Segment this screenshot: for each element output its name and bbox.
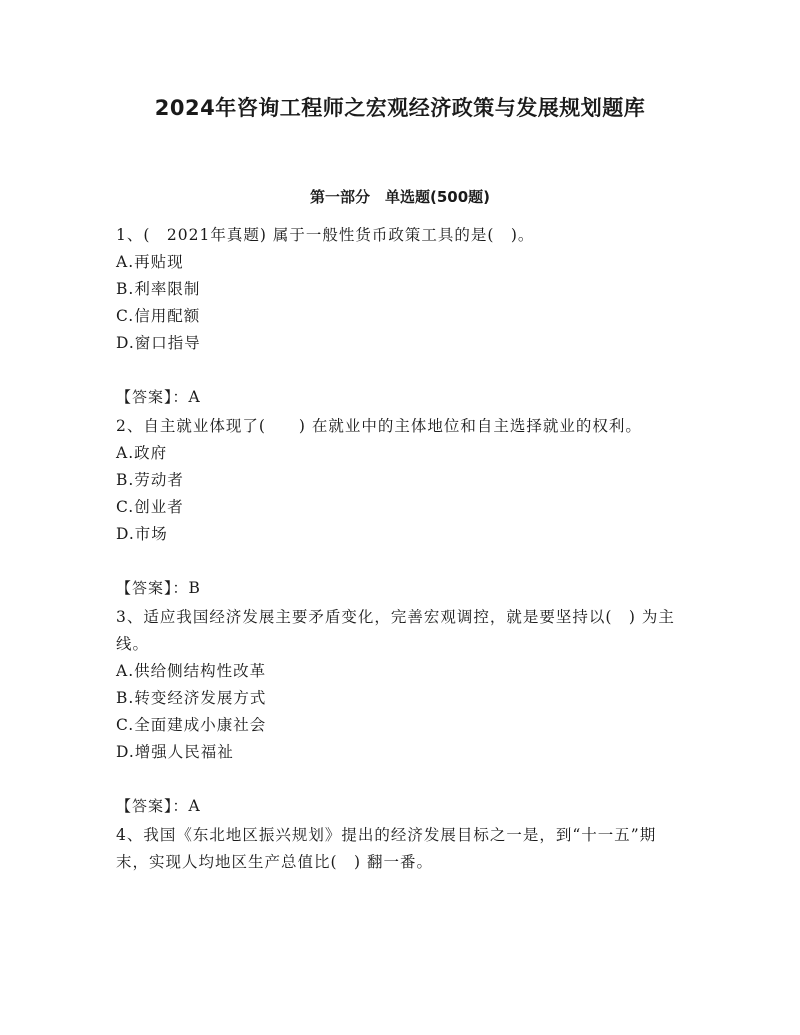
document-title: 2024年咨询工程师之宏观经济政策与发展规划题库	[154, 96, 646, 120]
option-d: D.增强人民福祉	[116, 743, 234, 761]
question-2	[116, 413, 686, 602]
section-title: 第一部分 单选题(500题)	[309, 188, 491, 206]
question-3	[116, 604, 686, 820]
option-b: B.劳动者	[116, 471, 184, 489]
option-a: A.政府	[116, 444, 168, 462]
option-d: D.市场	[116, 525, 168, 543]
answer-value: A	[188, 388, 201, 406]
option-b: B.转变经济发展方式	[116, 689, 267, 707]
option-b: B.利率限制	[116, 280, 201, 298]
question-stem: 1、( 2021年真题) 属于一般性货币政策工具的是( )。	[116, 226, 535, 244]
answer-line	[116, 793, 686, 820]
option-a: A.再贴现	[116, 253, 184, 271]
option-c: C.全面建成小康社会	[116, 716, 267, 734]
answer-value: A	[188, 797, 201, 815]
answer-label: 【答案】：	[116, 388, 189, 406]
answer-label: 【答案】：	[116, 797, 189, 815]
question-stem: 3、适应我国经济发展主要矛盾变化，完善宏观调控，就是要坚持以( ) 为主线。	[116, 608, 675, 653]
question-list	[116, 222, 686, 876]
answer-line	[116, 384, 686, 411]
answer-label: 【答案】：	[116, 579, 189, 597]
option-c: C.信用配额	[116, 307, 201, 325]
answer-value: B	[188, 579, 201, 597]
option-d: D.窗口指导	[116, 334, 201, 352]
option-a: A.供给侧结构性改革	[116, 662, 267, 680]
question-stem: 2、自主就业体现了( ) 在就业中的主体地位和自主选择就业的权利。	[116, 417, 642, 435]
question-4	[116, 822, 686, 876]
question-stem: 4、我国《东北地区振兴规划》提出的经济发展目标之一是，到“十一五”期末，实现人均地区生产总值比( ) 翻一番。	[116, 826, 657, 871]
option-c: C.创业者	[116, 498, 184, 516]
answer-line	[116, 575, 686, 602]
question-1	[116, 222, 686, 411]
